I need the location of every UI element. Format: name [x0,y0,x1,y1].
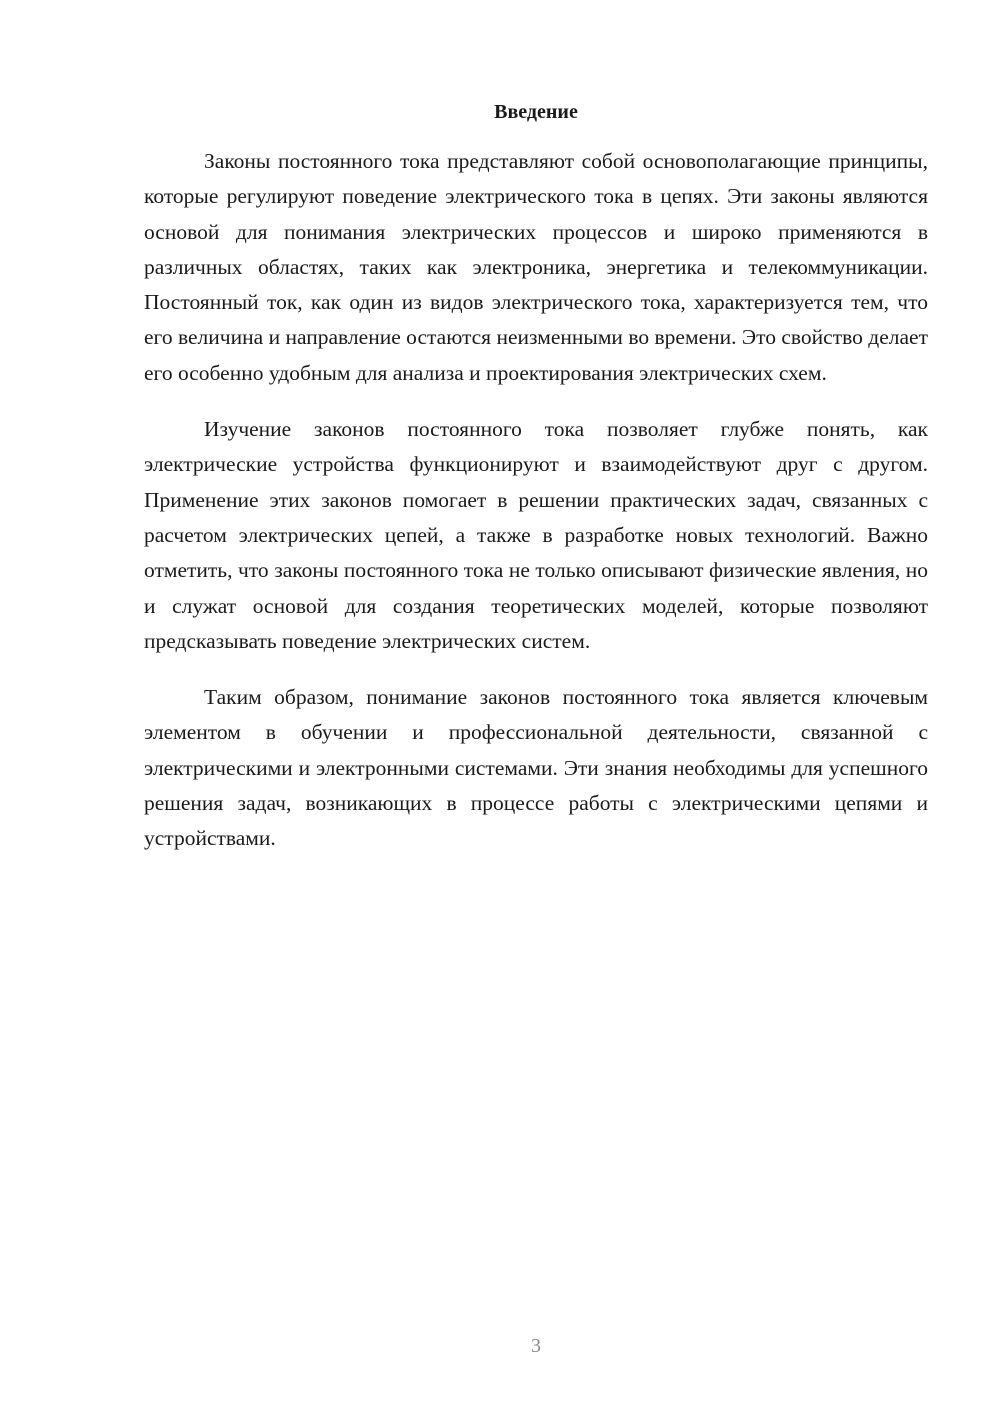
paragraph-1: Законы постоянного тока представляют собой основополагающие принципы, которые регулируют поведение электрического тока в цепях. Эти законы являются основой для понимания электрических процессов и широко применяются в различных областях, таких как электроника, энергетика и телекоммуникации. Постоянный ток, как один из видов электрического тока, характеризуется тем, что его величина и направление остаются неизменными во времени. Это свойство делает его особенно удобным для анализа и проектирования электрических схем. [144,149,928,385]
paragraph-3: Таким образом, понимание законов постоянного тока является ключевым элементом в обучении и профессиональной деятельности, связанной с электрическими и электронными системами. Эти знания необходимы для успешного решения задач, возникающих в процессе работы с электрическими цепями и устройствами. [144,685,928,851]
page-number: 3 [531,1335,541,1357]
section-title: Введение [494,101,578,123]
body-text [144,144,928,857]
paragraph-2: Изучение законов постоянного тока позволяет глубже понять, как электрические устройства функционируют и взаимодействуют друг с другом. Применение этих законов помогает в решении практических задач, связанных с расчетом электрических цепей, а также в разработке новых технологий. Важно отметить, что законы постоянного тока не только описывают физические явления, но и служат основой для создания теоретических моделей, которые позволяют предсказывать поведение электрических систем. [144,417,928,653]
